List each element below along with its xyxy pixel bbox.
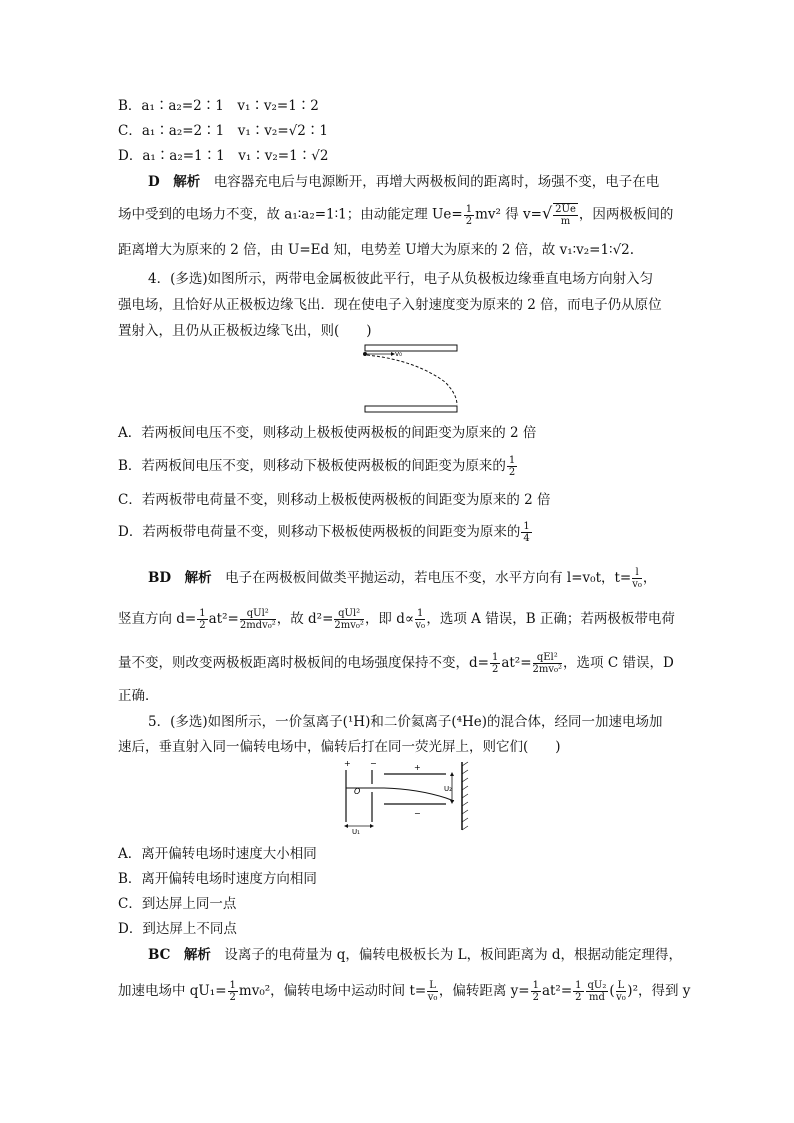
- option-b-prev: B．a₁∶a₂=2∶1 v₁∶v₂=1∶2: [118, 98, 319, 114]
- option-c-prev: C．a₁∶a₂=2∶1 v₁∶v₂=√2∶1: [118, 123, 328, 139]
- question-4-line-3: 置射入，且仍从正极板边缘飞出，则( ): [118, 323, 372, 339]
- electron-dot: [363, 352, 367, 356]
- solution-4-line-3: 量不变，则改变两极板距离时极板间的电场强度保持不变，d= $\frac{1}{2}$ at²= $\frac{\text{qEl²}}{\text{2mv₀²}}$ ，选项 C 错误，D: [118, 652, 674, 675]
- solution-3-line-2: 场中受到的电场力不变，故 a₁∶a₂=1∶1；由动能定理 Ue= $\frac{1}{2}$ mv² 得 v=√ $\frac{2Ue}{m}$ ，因两极板间的: [118, 203, 674, 227]
- solution-4-line-4: 正确．: [118, 688, 159, 704]
- option-d-prev: D．a₁∶a₂=1∶1 v₁∶v₂=1∶√2: [118, 148, 329, 164]
- parallel-plates-figure: [355, 342, 465, 418]
- svg-text:+: +: [414, 763, 421, 772]
- solution-3-label: D 解析: [148, 174, 201, 190]
- fraction: $\frac{1}{2}$: [508, 455, 516, 478]
- svg-text:−: −: [414, 809, 421, 818]
- option-4d: D．若两板带电荷量不变，则移动下极板使两极板的间距变为原来的 $\frac{1}{4}$: [118, 521, 530, 544]
- option-5a: A．离开偏转电场时速度大小相同: [118, 846, 317, 862]
- option-5d: D．到达屏上不同点: [118, 921, 237, 937]
- option-4c: C．若两板带电荷量不变，则移动上极板使两极板的间距变为原来的 2 倍: [118, 492, 551, 508]
- solution-5-line-1: BC 解析 设离子的电荷量为 q，偏转电极板长为 L，板间距离为 d，根据动能定理得，: [148, 947, 683, 963]
- trajectory-curve: [367, 355, 457, 405]
- sqrt-fraction: $\frac{2Ue}{m}$: [555, 204, 576, 227]
- svg-text:−: −: [370, 759, 377, 768]
- deflection-field-figure: [338, 758, 488, 834]
- lower-plate: [365, 406, 457, 412]
- question-5-line-1: 5．(多选)如图所示，一价氢离子(¹H)和二价氦离子(⁴He)的混合体，经同一加速电场加: [148, 714, 663, 730]
- fraction: $\frac{1}{4}$: [523, 521, 530, 544]
- svg-text:U₁: U₁: [352, 828, 360, 834]
- question-4-line-1: 4．(多选)如图所示，两带电金属板彼此平行，电子从负极板边缘垂直电场方向射入匀: [148, 271, 654, 287]
- question-4-line-2: 强电场，且恰好从正极板边缘飞出．现在使电子入射速度变为原来的 2 倍，而电子仍从原位: [118, 297, 662, 313]
- solution-4-line-1: BD 解析 电子在两极板间做类平抛运动，若电压不变，水平方向有 l=v₀t，t= $\frac{l}{\text{v₀}}$ ，: [148, 567, 657, 590]
- option-5c: C．到达屏上同一点: [118, 896, 237, 912]
- v0-label: v₀: [395, 350, 402, 358]
- fraction: $\frac{1}{2}$: [465, 203, 473, 227]
- solution-3-line-1: D 解析 电容器充电后与电源断开，再增大两极板间的距离时，场强不变，电子在电: [148, 174, 660, 190]
- solution-3-line-3: 距离增大为原来的 2 倍，由 U=Ed 知，电势差 U增大为原来的 2 倍，故 v₁∶v₂=1∶√2.: [118, 242, 635, 258]
- question-5-line-2: 速后，垂直射入同一偏转电场中，偏转后打在同一荧光屏上，则它们( ): [118, 739, 561, 755]
- option-4a: A．若两板间电压不变，则移动上极板使两极板的间距变为原来的 2 倍: [118, 425, 537, 441]
- option-4b: B．若两板间电压不变，则移动下极板使两极板的间距变为原来的 $\frac{1}{2}$: [118, 455, 516, 478]
- solution-4-line-2: 竖直方向 d= $\frac{1}{2}$ at²= $\frac{\text{qUl²}}{\text{2mdv₀²}}$ ，故 d²= $\frac{\text{qUl²}}{\text{2mv₀²}}$ ，即 d∝ $\frac{1}{\text{v₀}}$ ，选项 A 错误，B 正确；若两极板带电荷: [118, 608, 675, 631]
- svg-text:O: O: [354, 787, 361, 796]
- svg-text:U₂: U₂: [444, 785, 452, 793]
- svg-text:+: +: [344, 759, 351, 768]
- solution-5-line-2: 加速电场中 qU₁= $\frac{1}{2}$ mv₀²，偏转电场中运动时间 t= $\frac{L}{\text{v₀}}$ ，偏转距离 y= $\frac{1}{2}$ at²= $\frac{1}{2}$ $\frac{\text{qU₂}}{md}$ ( $\frac{L}{\text{v₀}}$ )²，得到 y: [118, 980, 691, 1003]
- solution-5-label: BC 解析: [148, 947, 211, 963]
- option-5b: B．离开偏转电场时速度方向相同: [118, 871, 317, 887]
- ion-trajectory: [346, 788, 454, 801]
- solution-4-label: BD 解析: [148, 570, 212, 586]
- upper-plate: [365, 345, 457, 351]
